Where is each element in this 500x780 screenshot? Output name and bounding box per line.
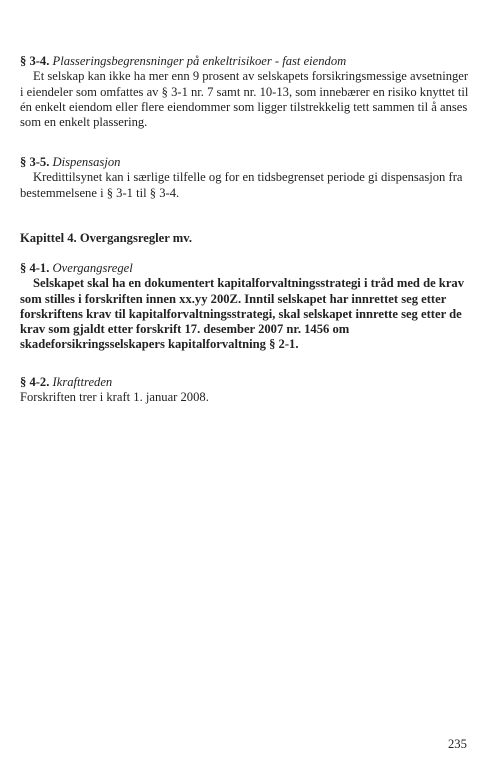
section-number: § 3-4.: [20, 54, 50, 68]
section-heading: [20, 155, 472, 170]
chapter-4: [20, 231, 472, 246]
section-3-5: [20, 155, 472, 201]
section-heading: [20, 261, 472, 276]
section-number: § 3-5.: [20, 155, 50, 169]
section-title: Dispensasjon: [52, 155, 121, 169]
section-number: § 4-2.: [20, 375, 50, 389]
page-number: 235: [448, 737, 467, 751]
section-3-4: [20, 54, 472, 130]
section-number: § 4-1.: [20, 261, 50, 275]
section-4-1: [20, 261, 472, 353]
chapter-title: Kapittel 4. Overgangsregler mv.: [20, 231, 192, 245]
section-heading: [20, 375, 472, 390]
section-title: Plasseringsbegrensninger på enkeltrisikoer - fast eiendom: [52, 54, 347, 68]
section-title: Ikrafttreden: [52, 375, 113, 389]
section-text: Et selskap kan ikke ha mer enn 9 prosent av selskapets forsikringsmessige avsetninger i eiendeler som omfattes av § 3-1 nr. 7 samt nr. 10-13, som innebærer en risiko knyttet til én enkelt eiendom eller flere eiendommer som ligger tilstrekkelig tett sammen til å anses som en enkelt plassering.: [20, 69, 469, 130]
section-title: Overgangsregel: [52, 261, 133, 275]
section-text: Kredittilsynet kan i særlige tilfelle og for en tidsbegrenset periode gi dispensasjon fra bestemmelsene i § 3-1 til § 3-4.: [20, 170, 463, 200]
section-4-2: [20, 375, 472, 406]
section-heading: [20, 54, 472, 69]
section-text: Forskriften trer i kraft 1. januar 2008.: [20, 390, 209, 405]
section-text: Selskapet skal ha en dokumentert kapitalforvaltningsstrategi i tråd med de krav som stilles i forskriften innen xx.yy 200Z. Inntil selskapet har innrettet seg etter forskriftens krav til kapitalforvaltningsstrategi, skal selskapet innrette seg etter de krav som gjaldt etter forskrift 17. desember 2007 nr. 1456 om skadeforsikringsselskapers kapitalforvaltning § 2-1.: [20, 276, 464, 352]
